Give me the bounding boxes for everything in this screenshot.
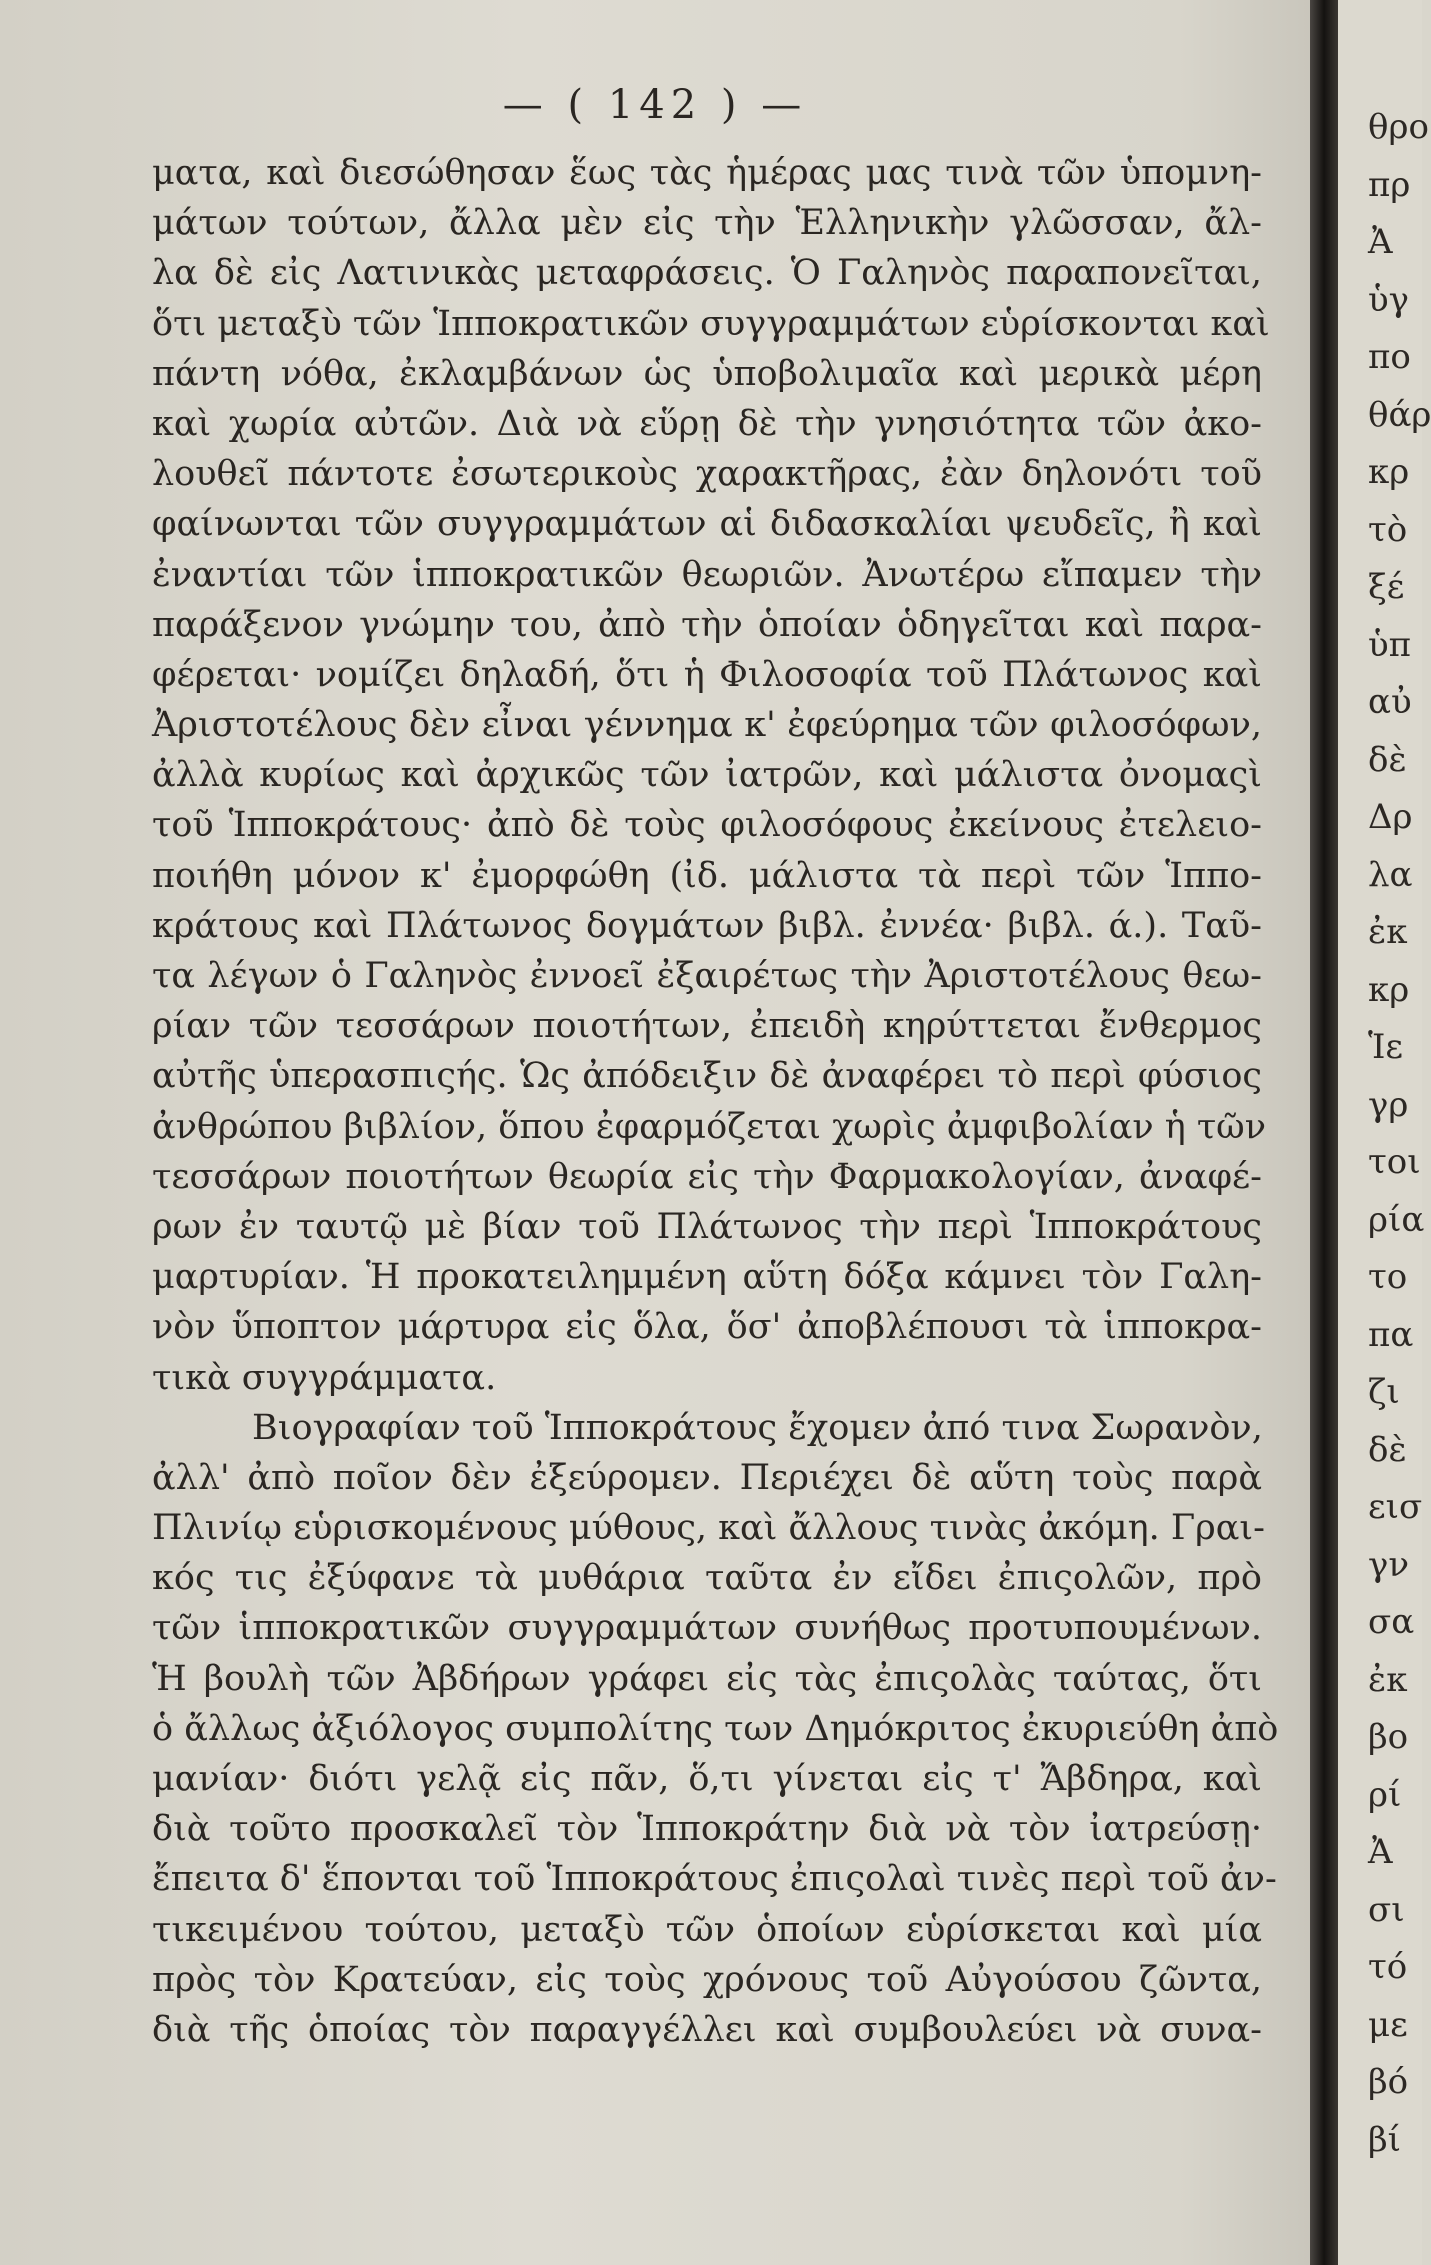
text-line: ὅτι μεταξὺ τῶν Ἱπποκρατικῶν συγγραμμάτων εὑρίσκονται καὶ [152,303,1270,344]
text-line: Ἀριστοτέλους δὲν εἶναι γέννημα κ' ἐφεύρημα τῶν φιλοσόφων, [152,705,1262,746]
text-line: διὰ τοῦτο προσκαλεῖ τὸν Ἱπποκράτην διὰ νὰ τὸν ἰατρεύσῃ· [152,1809,1262,1850]
facing-text-fragment: ἐκ [1368,912,1408,952]
facing-text-fragment: με [1368,2004,1408,2045]
facing-text-fragment: Ἀ [1368,1832,1393,1872]
facing-text-fragment: ρία [1368,1199,1425,1240]
text-line: ἐναντίαι τῶν ἱπποκρατικῶν θεωριῶν. Ἀνωτέρω εἴπαμεν τὴν [152,554,1262,595]
text-line: ποιήθη μόνον κ' ἐμορφώθη (ἰδ. μάλιστα τὰ περὶ τῶν Ἱππο- [152,855,1262,896]
facing-text-fragment: βό [1368,2062,1409,2102]
facing-text-fragment: πο [1368,337,1411,377]
facing-text-fragment: γρ [1368,1084,1409,1125]
facing-text-fragment: κρ [1368,969,1410,1010]
facing-text-fragment: κρ [1368,452,1410,492]
facing-text-fragment: το [1368,1257,1408,1297]
text-line: νὸν ὕποπτον μάρτυρα εἰς ὅλα, ὅσ' ἀποβλέπουσι τὰ ἱπποκρα- [152,1307,1262,1348]
text-line: ἔπειτα δ' ἕπονται τοῦ Ἱπποκράτους ἐπιςολαὶ τινὲς περὶ τοῦ ἀν- [152,1859,1277,1900]
facing-text-fragment: Δρ [1368,797,1413,837]
text-line: τικειμένου τούτου, μεταξὺ τῶν ὁποίων εὑρίσκεται καὶ μία [152,1909,1262,1950]
page-body-text [152,148,1279,2055]
facing-text-fragment: δὲ [1368,739,1407,780]
facing-text-fragment: ρί [1368,1774,1402,1815]
facing-text-fragment: ὑγ [1368,279,1409,320]
facing-text-fragment: ξέ [1368,567,1405,607]
text-line: μανίαν· διότι γελᾷ εἰς πᾶν, ὅ,τι γίνεται εἰς τ' Ἄβδηρα, καὶ [152,1759,1262,1799]
page-number-header: — ( 142 ) — [502,82,808,128]
text-line: τεσσάρων ποιοτήτων θεωρία εἰς τὴν Φαρμακολογίαν, ἀναφέ- [152,1156,1262,1197]
facing-text-fragment: θάρ [1368,394,1431,435]
text-line: ἀλλὰ κυρίως καὶ ἀρχικῶς τῶν ἰατρῶν, καὶ μάλιστα ὀνομαςὶ [152,755,1262,796]
text-line: ὁ ἄλλως ἀξιόλογος συμπολίτης των Δημόκριτος ἐκυριεύθη ἀπὸ [152,1708,1279,1749]
facing-text-fragment: γν [1368,1544,1409,1585]
text-line: ἀνθρώπου βιβλίον, ὅπου ἐφαρμόζεται χωρὶς ἀμφιβολίαν ἡ τῶν [152,1106,1267,1147]
facing-page-edge [1338,0,1431,2265]
text-line: λουθεῖ πάντοτε ἐσωτερικοὺς χαρακτῆρας, ἐὰν δηλονότι τοῦ [152,454,1262,495]
facing-text-fragment: ζι [1368,1372,1400,1412]
text-line: αὐτῆς ὑπερασπιςής. Ὡς ἀπόδειξιν δὲ ἀναφέρει τὸ περὶ φύσιος [152,1056,1262,1097]
facing-text-fragment: Ἱε [1368,1027,1404,1067]
text-line: μάτων τούτων, ἄλλα μὲν εἰς τὴν Ἑλληνικὴν γλῶσσαν, ἄλ- [152,203,1262,244]
text-line: παράξενον γνώμην του, ἀπὸ τὴν ὁποίαν ὁδηγεῖται καὶ παρα- [152,604,1262,645]
text-line: κός τις ἐξύφανε τὰ μυθάρια ταῦτα ἐν εἴδει ἐπιςολῶν, πρὸ [152,1558,1262,1599]
text-line: καὶ χωρία αὐτῶν. Διὰ νὰ εὕρῃ δὲ τὴν γνησιότητα τῶν ἀκο- [152,403,1262,444]
facing-text-fragment: αὐ [1368,682,1412,722]
facing-text-fragment: ἐκ [1368,1659,1408,1700]
facing-text-fragment: τό [1368,1947,1408,1987]
text-line: Βιογραφίαν τοῦ Ἱπποκράτους ἔχομεν ἀπό τινα Σωρανὸν, [252,1407,1263,1448]
text-line: λα δὲ εἰς Λατινικὰς μεταφράσεις. Ὁ Γαληνὸς παραπονεῖται, [152,253,1262,294]
text-line: τῶν ἱπποκρατικῶν συγγραμμάτων συνήθως προτυπουμένων. [152,1608,1262,1649]
text-line: πάντη νόθα, ἐκλαμβάνων ὡς ὑποβολιμαῖα καὶ μερικὰ μέρη [152,353,1262,394]
facing-text-fragment: δὲ [1368,1429,1407,1470]
facing-text-fragment: ὑπ [1368,624,1412,665]
text-line: Πλινίῳ εὑρισκομένους μύθους, καὶ ἄλλους τινὰς ἀκόμη. Γραι- [152,1508,1265,1549]
text-line: φέρεται· νομίζει δηλαδή, ὅτι ἡ Φιλοσοφία τοῦ Πλάτωνος καὶ [152,654,1262,695]
text-line: ματα, καὶ διεσώθησαν ἕως τὰς ἡμέρας μας τινὰ τῶν ὑπομνη- [152,153,1262,193]
facing-text-fragment: Ἀ [1368,222,1393,262]
text-line: πρὸς τὸν Κρατεύαν, εἰς τοὺς χρόνους τοῦ Αὐγούσου ζῶντα, [152,1959,1262,2000]
facing-text-fragment: εισ [1368,1487,1423,1527]
text-line: φαίνωνται τῶν συγγραμμάτων αἱ διδασκαλίαι ψευδεῖς, ἢ καὶ [152,504,1262,545]
text-line: διὰ τῆς ὁποίας τὸν παραγγέλλει καὶ συμβουλεύει νὰ συνα- [152,2009,1262,2050]
text-line: τικὰ συγγράμματα. [152,1357,497,1398]
text-line: τα λέγων ὁ Γαληνὸς ἐννοεῖ ἐξαιρέτως τὴν Ἀριστοτέλους θεω- [152,956,1262,996]
text-line: ρων ἐν ταυτῷ μὲ βίαν τοῦ Πλάτωνος τὴν περὶ Ἱπποκράτους [152,1206,1262,1247]
facing-text-fragment: βο [1368,1717,1409,1757]
facing-text-fragment: θρο [1368,107,1429,147]
facing-text-fragment: σι [1368,1889,1405,1930]
facing-text-fragment: σα [1368,1602,1415,1642]
text-line: τοῦ Ἱπποκράτους· ἀπὸ δὲ τοὺς φιλοσόφους ἐκείνους ἐτελειο- [152,805,1262,846]
facing-text-fragment: τὸ [1368,509,1408,550]
text-line: ρίαν τῶν τεσσάρων ποιοτήτων, ἐπειδὴ κηρύττεται ἔνθερμος [152,1006,1262,1047]
text-line: Ἡ βουλὴ τῶν Ἀβδήρων γράφει εἰς τὰς ἐπιςολὰς ταύτας, ὅτι [152,1658,1262,1699]
facing-text-fragment: τοι [1368,1142,1421,1182]
text-line: μαρτυρίαν. Ἡ προκατειλημμένη αὕτη δόξα κάμνει τὸν Γαλη- [152,1257,1262,1298]
text-line: ἀλλ' ἀπὸ ποῖον δὲν ἐξεύρομεν. Περιέχει δὲ αὕτη τοὺς παρὰ [152,1457,1262,1498]
book-gutter [1310,0,1338,2265]
text-line: κράτους καὶ Πλάτωνος δογμάτων βιβλ. ἐννέα· βιβλ. ά.). Ταῦ- [152,905,1262,946]
facing-text-fragment: πρ [1368,164,1411,205]
facing-text-fragment: πα [1368,1314,1414,1355]
facing-text-fragment: βί [1368,2119,1401,2160]
facing-text-fragment: λα [1368,854,1413,895]
